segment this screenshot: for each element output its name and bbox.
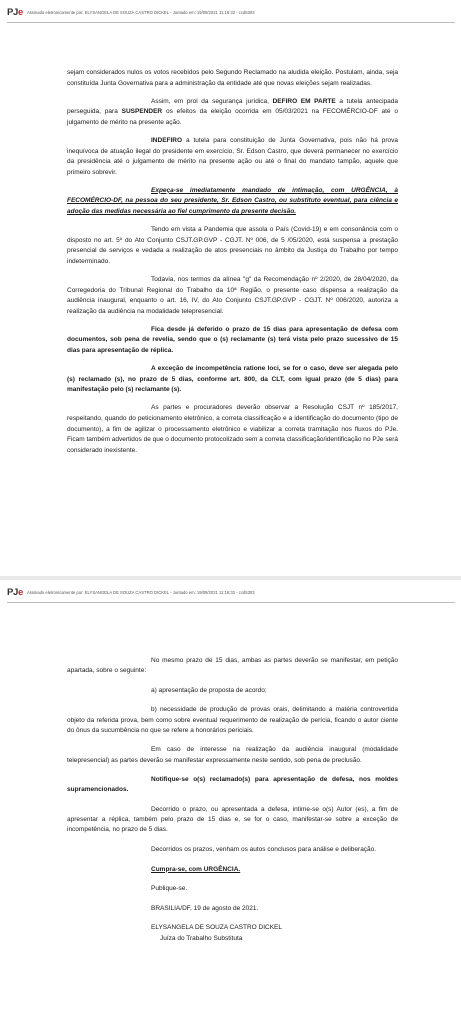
paragraph: Decorrido o prazo, ou apresentada a defesa, intime-se o(s) Autor (es), a fim de apresentar a réplica, também pelo prazo de 15 dias e, se for o caso, manifestar-se sobre a exceção de incompetência, no prazo de 5 dias. xyxy=(67,805,398,834)
signature-line: Assinado eletronicamente por: ELYSANGELA DE SOUZA CASTRO DICKEL - Juntado em: 19/08/2021 11:16:32 - ccd5303 xyxy=(27,9,255,15)
paragraph: Em caso de interesse na realização da audiência inaugural (modalidade telepresencial) as partes deverão se manifestar expressamente neste sentido, sob pena de preclusão. xyxy=(67,746,398,764)
pje-header xyxy=(7,587,455,597)
paragraph: Decorridos os prazos, venham os autos conclusos para análise e deliberação. xyxy=(151,845,377,853)
paragraph: No mesmo prazo de 15 dias, ambas as partes deverão se manifestar, em petição apartada, sobre o seguinte: xyxy=(67,657,398,675)
signature-line: Assinado eletronicamente por: ELYSANGELA DE SOUZA CASTRO DICKEL - Juntado em: 19/08/2021 11:16:32 - ccd5303 xyxy=(27,589,255,595)
pje-logo: PJe xyxy=(7,6,24,18)
signatory-title: Juíza do Trabalho Substituta xyxy=(160,934,243,942)
paragraph: a) apresentação de proposta de acordo; xyxy=(151,686,267,694)
paragraph: b) necessidade de produção de provas orais, delimitando a matéria controvertida objeto da referida prova, bem como sobre eventual requerimento de realização de perícia, ficando o autor ciente do ônus da sucumbência no que se refere a honorários periciais. xyxy=(67,706,398,734)
paragraph: Todavia, nos termos da alínea "g" da Recomendação nº 2/2020, de 28/04/2020, da Corregedoria do Tribunal Regional do Trabalho da 10ª Região, o presente caso dispensa a realização da audiência inaugural, enquanto o art. 16, IV, do Ato Conjunto CSJT.GP.GVP - CGJT. Nº 006/2020, autoriza a realização da audiência na modalidade telepresencial. xyxy=(67,276,398,315)
header-divider xyxy=(7,602,455,603)
paragraph: Notifique-se o(s) reclamado(s) para apresentação de defesa, nos moldes supramencionados. xyxy=(67,776,398,794)
paragraph: Tendo em vista a Pandemia que assola o País (Covid-19) e em consonância com o disposto no art. 5º do Ato Conjunto CSJT.GP.GVP - CGJT. Nº 006, de 5 /05/2020, está suspensa a prestação presencial de serviços e vedada a realização de atos presenciais no âmbito da Justiça do Trabalho por tempo indeterminado. xyxy=(67,226,398,265)
paragraph: Assim, em prol da segurança jurídica, DEFIRO EM PARTE a tutela antecipada perseguida, para SUSPENDER os efeitos da eleição ocorrida em 05/03/2021 na FECOMÉRCIO-DF até o julgamento de mérito na presente ação. xyxy=(67,97,398,126)
paragraph: INDEFIRO a tutela para constituição de Junta Governativa, pois não há prova inequívoca de atuação ilegal do presidente em exercício, Sr. Edson Castro, que deverá permanecer no exercício da presidência até o julgamento de mérito na presente ação ou até o final do mandato tampão, aquele que primeiro sobrevir. xyxy=(67,136,398,176)
paragraph: sejam considerados nulos os votos recebidos pelo Segundo Reclamado na aludida eleição. Postulam, ainda, seja constituída Junta Governativa para a administração da entidade até que novas eleições sejam realizadas. xyxy=(67,69,398,87)
signatory-name: ELYSANGELA DE SOUZA CASTRO DICKEL xyxy=(151,924,283,932)
date-line: BRASILIA/DF, 19 de agosto de 2021. xyxy=(151,904,259,912)
header-divider xyxy=(7,22,455,23)
paragraph: Fica desde já deferido o prazo de 15 dias para apresentação de defesa com documentos, sob pena de revelia, sendo que o (s) reclamante (s) terá vista pelo prazo sucessivo de 15 dias para apresentação de réplica. xyxy=(67,325,398,355)
page-1-body xyxy=(67,68,398,464)
pje-header xyxy=(7,7,455,17)
paragraph: As partes e procuradores deverão observar a Resolução CSJT nº 185/2017, respeitando, quando do peticionamento eletrônico, a correta classificação e a identificação do documento (tipo de documento), a fim de agilizar o processamento eletrônico e viabilizar a correta tramitação nos fluxos do PJe. Ficam também advertidos de que o documento protocolizado sem a correta classificação/identificação no PJe será considerado inexistente. xyxy=(67,404,398,454)
paragraph: Publique-se. xyxy=(151,885,188,893)
pje-logo: PJe xyxy=(7,586,24,598)
page-2-body xyxy=(67,656,398,944)
paragraph-urgent-order: Expeça-se imediatamente mandado de intimação, com URGÊNCIA, à FECOMÉRCIO-DF, na pessoa do seu presidente, Sr. Edson Castro, ou substituto eventual, para ciência e adoção das medidas necessária ao fiel cumprimento da presente decisão. xyxy=(67,186,398,216)
paragraph: Cumpra-se, com URGÊNCIA. xyxy=(151,865,241,873)
paragraph: A exceção de incompetência ratione loci, se for o caso, deve ser alegada pelo (s) reclamado (s), no prazo de 5 dias, conforme art. 800, da CLT, com igual prazo (de 5 dias) para manifestação pelo (s) reclamante (s). xyxy=(67,365,398,394)
document-page-2 xyxy=(0,580,461,1024)
